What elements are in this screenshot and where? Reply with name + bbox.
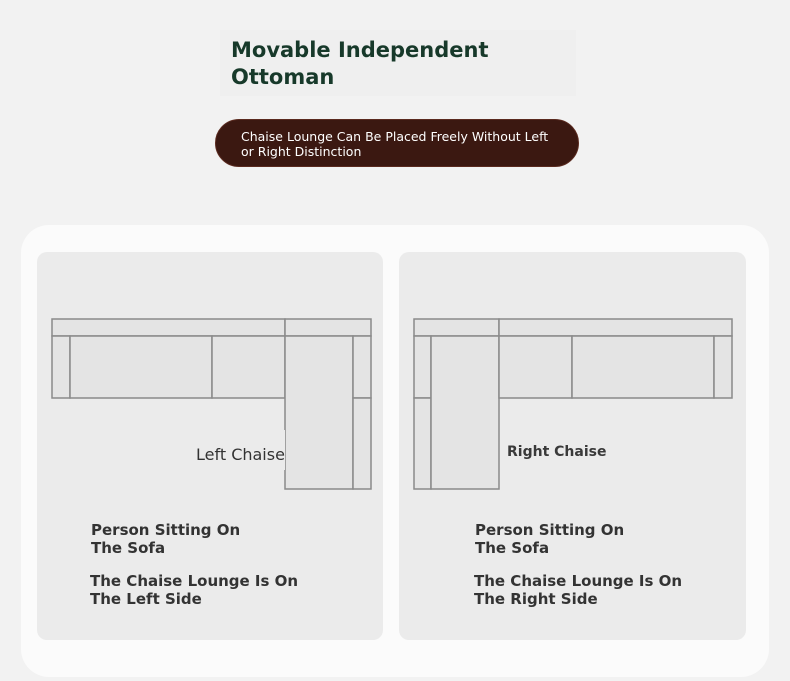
chaise-armrest bbox=[414, 398, 431, 489]
sofa-armrest bbox=[714, 336, 732, 398]
right-layout-sofa-diagram bbox=[414, 319, 732, 489]
right-caption-person: Person Sitting On The Sofa bbox=[475, 521, 625, 557]
left-caption-person: Person Sitting On The Sofa bbox=[91, 521, 241, 557]
sofa-armrest bbox=[52, 336, 70, 398]
left-chaise-label: Left Chaise bbox=[196, 445, 285, 464]
sofa-backrest bbox=[499, 319, 732, 336]
sofa-seat-cushion bbox=[212, 336, 285, 398]
right-chaise-label: Right Chaise bbox=[507, 444, 607, 460]
sofa-seat-cushion bbox=[572, 336, 714, 398]
chaise-seat bbox=[431, 336, 499, 489]
chaise-armrest bbox=[353, 336, 371, 398]
chaise-backrest bbox=[285, 319, 371, 336]
chaise-armrest bbox=[353, 398, 371, 489]
page-title: Movable Independent Ottoman bbox=[231, 38, 489, 89]
subtitle-text: Chaise Lounge Can Be Placed Freely Without Left or Right Distinction bbox=[241, 129, 549, 159]
left-caption-chaise: The Chaise Lounge Is On The Left Side bbox=[90, 572, 299, 608]
chaise-armrest bbox=[414, 336, 431, 398]
sofa-backrest bbox=[52, 319, 285, 336]
right-caption-chaise: The Chaise Lounge Is On The Right Side bbox=[474, 572, 683, 608]
chaise-backrest bbox=[414, 319, 499, 336]
sofa-seat-cushion bbox=[499, 336, 572, 398]
chaise-seat bbox=[285, 336, 353, 489]
sofa-seat-cushion bbox=[70, 336, 212, 398]
